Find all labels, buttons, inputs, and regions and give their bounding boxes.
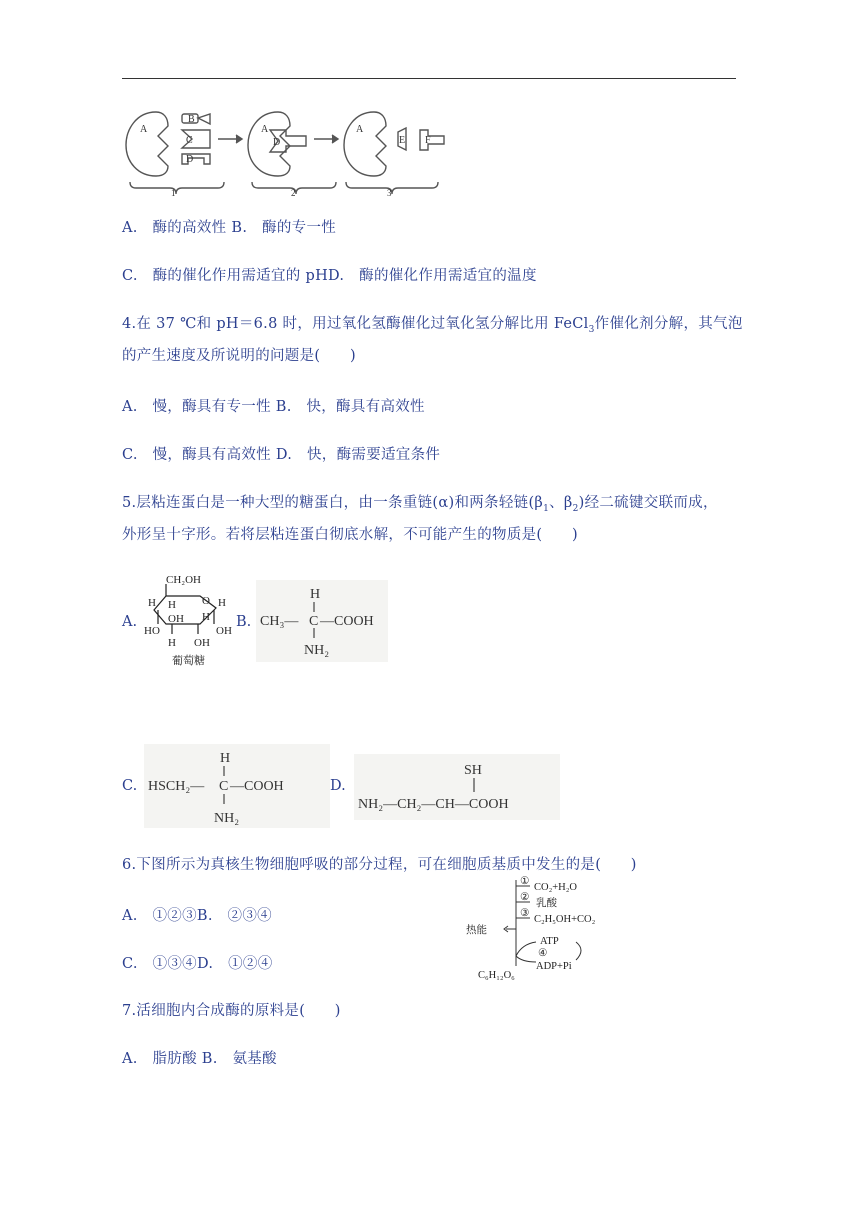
q6-stem: 6.下图所示为真核生物细胞呼吸的部分过程，可在细胞质基质中发生的是( ): [122, 857, 637, 873]
q5-option-b-label: B.: [236, 614, 252, 630]
q3-options-cd: C. 酶的催化作用需适宜的 pHD. 酶的催化作用需适宜的温度: [122, 268, 537, 284]
brace-label-2: 2: [291, 188, 296, 196]
q5-option-d-label: D.: [330, 778, 346, 794]
label-d1: D: [186, 154, 194, 165]
diag-n4: ④: [538, 948, 548, 959]
q6-options-cd: C. ①③④D. ①②④: [122, 956, 273, 972]
label-d2: D: [273, 137, 281, 148]
c-center: C: [219, 779, 229, 794]
header-rule: [122, 78, 736, 79]
q5-stem-part1: 5.层粘连蛋白是一种大型的糖蛋白，由一条重链(α)和两条轻链(β: [122, 495, 544, 511]
diag-product2: 乳酸: [536, 898, 557, 909]
q7-stem: 7.活细胞内合成酶的原料是( ): [122, 1003, 341, 1019]
diag-n2: ②: [520, 892, 530, 903]
label-f: F: [425, 135, 431, 146]
label-a3: A: [356, 124, 364, 135]
label-e: E: [399, 135, 406, 146]
diag-n3: ③: [520, 908, 530, 919]
q5-option-c-label: C.: [122, 778, 138, 794]
diag-adp: ADP+Pi: [536, 961, 572, 972]
glucose-h4: H: [202, 611, 210, 623]
q4-stem-line1: [122, 312, 743, 335]
diag-atp: ATP: [540, 936, 559, 947]
q5-stem-part2: 、β: [549, 495, 573, 511]
q4-options-ab: A. 慢，酶具有专一性 B. 快，酶具有高效性: [122, 399, 425, 415]
b-top: H: [310, 587, 321, 602]
label-b: B: [188, 114, 195, 125]
enzyme-specificity-figure: [118, 100, 454, 196]
glucose-ho: HO: [144, 625, 160, 637]
q4-stem-part1: 4.在 37 ℃和 pH＝6.8 时，用过氧化氢酶催化过氧化氢分解比用 FeCl: [122, 316, 589, 332]
diag-product1: CO₂+H₂O: [534, 882, 577, 893]
q5-stem-line2: 外形呈十字形。若将层粘连蛋白彻底水解，不可能产生的物质是( ): [122, 527, 578, 543]
label-a1: A: [140, 124, 148, 135]
glucose-o: O: [202, 595, 210, 607]
beta-amino-acid-structure: [354, 754, 560, 820]
q5-option-a-label: A.: [122, 614, 138, 630]
q4-options-cd: C. 慢，酶具有高效性 D. 快，酶需要适宜条件: [122, 447, 441, 463]
b-center: C: [309, 614, 319, 629]
b-left: CH₃—: [260, 614, 299, 629]
glucose-h2: H: [168, 599, 176, 611]
b-bottom: NH₂: [304, 643, 330, 658]
c-bottom: NH₂: [214, 811, 240, 826]
q5-stem-line1: [122, 491, 718, 514]
brace-label-1: 1: [171, 188, 176, 196]
glucose-name: 葡萄糖: [172, 655, 205, 667]
d-top: SH: [464, 763, 482, 778]
alanine-structure: [256, 580, 388, 662]
c-left: HSCH₂—: [148, 779, 205, 794]
diag-n1: ①: [520, 876, 530, 887]
glucose-oh2: OH: [216, 625, 232, 637]
diag-glucose: C₆H₁₂O₆: [478, 970, 515, 980]
q4-stem-line2: 的产生速度及所说明的问题是( ): [122, 348, 356, 364]
q3-options-ab: A. 酶的高效性 B. 酶的专一性: [122, 220, 337, 236]
q4-subscript: 3: [588, 324, 595, 335]
glucose-oh3: OH: [194, 637, 210, 649]
glucose-oh1: OH: [168, 613, 184, 625]
diag-product3: C₂H₅OH+CO₂: [534, 914, 596, 925]
q5-sub2: 2: [572, 503, 579, 514]
label-a2: A: [261, 124, 269, 135]
q7-options-ab: A. 脂肪酸 B. 氨基酸: [122, 1051, 277, 1067]
glucose-structure: [140, 574, 236, 670]
glucose-ch2oh: CH₂OH: [166, 574, 202, 586]
b-right: —COOH: [320, 614, 374, 629]
d-chain: NH₂—CH₂—CH—COOH: [358, 797, 509, 812]
glucose-h5: H: [168, 637, 176, 649]
q6-options-ab: A. ①②③B. ②③④: [122, 908, 272, 924]
cysteine-structure: [144, 744, 330, 828]
glucose-h1: H: [148, 597, 156, 609]
respiration-diagram: [464, 874, 624, 980]
brace-label-3: 3: [387, 188, 392, 196]
diag-heat: 热能: [466, 925, 487, 936]
c-right: —COOH: [230, 779, 284, 794]
q5-sub1: 1: [543, 503, 550, 514]
label-c: C: [186, 135, 193, 146]
q4-stem-part2: 作催化剂分解，其气泡: [594, 316, 743, 332]
glucose-h3: H: [218, 597, 226, 609]
c-top: H: [220, 751, 231, 766]
q5-stem-part3: )经二硫键交联而成，: [578, 495, 718, 511]
